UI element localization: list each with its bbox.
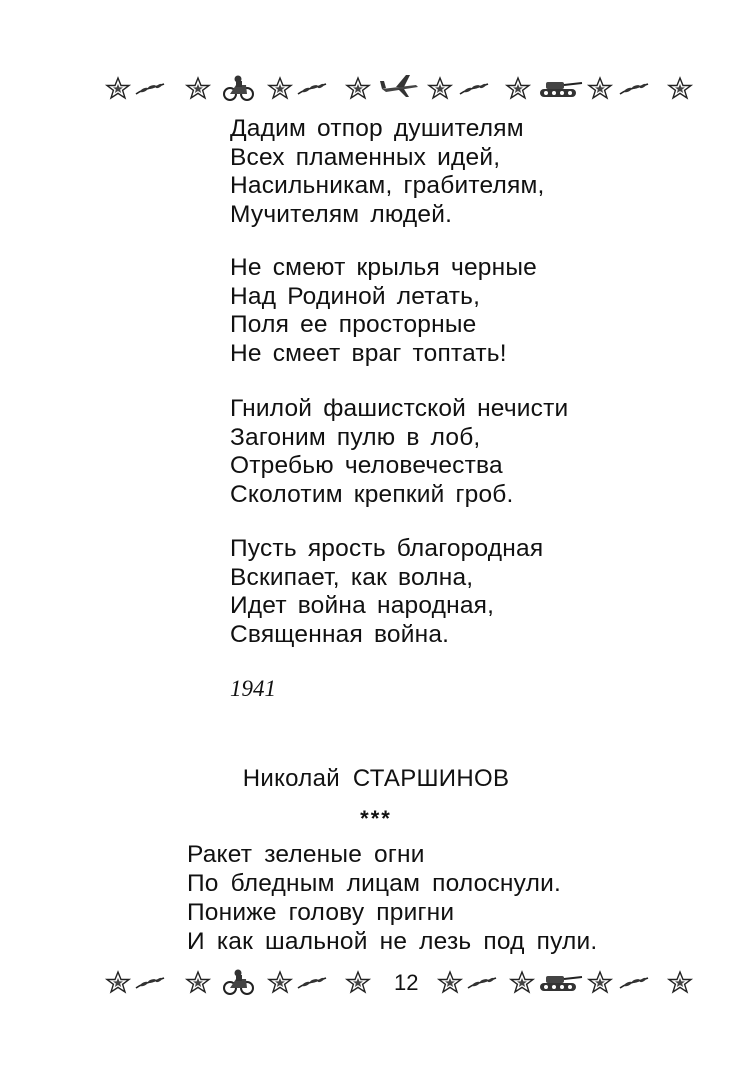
poem-line: Поля ее просторные [230,311,477,339]
poem-line: Всех пламенных идей, [230,143,501,171]
poem-year: 1941 [230,676,276,701]
poem-line: Дадим отпор душителям [230,115,524,142]
poem-2 [187,840,597,956]
border-stars [107,75,691,100]
poem-line: Над Родиной летать, [230,282,481,310]
stanza-1 [230,115,545,229]
section-separator: *** [360,806,392,831]
poem-line: По бледным лицам полоснули. [187,870,561,897]
poem-line: Загоним пулю в лоб, [230,423,481,451]
poem-line: Отребью человечества [230,452,503,480]
poem-line: Не смеют крылья черные [230,254,537,281]
poem-line: Вскипает, как волна, [230,563,474,591]
stanza-4 [230,535,543,649]
stanza-2 [230,254,537,368]
poem-line: Насильникам, грабителям, [230,172,545,200]
poem-line: Пониже голову пригни [187,899,455,926]
poem-line: Ракет зеленые огни [187,841,425,868]
poem-line: Идет война народная, [230,592,495,620]
poem-line: Священная война. [230,620,450,648]
poem-line: Сколотим крепкий гроб. [230,480,514,508]
author-name: Николай СТАРШИНОВ [242,765,510,792]
poem-line: Мучителям людей. [230,200,453,228]
poem-line: Пусть ярость благородная [230,535,544,562]
poem-line: Гнилой фашистской нечисти [230,395,569,422]
page-number: 12 [388,970,424,996]
stanza-3 [230,395,568,509]
poem-line: Не смеет враг топтать! [230,339,507,367]
poem-line: И как шальной не лезь под пули. [187,928,598,955]
top-decorative-border [104,72,696,106]
